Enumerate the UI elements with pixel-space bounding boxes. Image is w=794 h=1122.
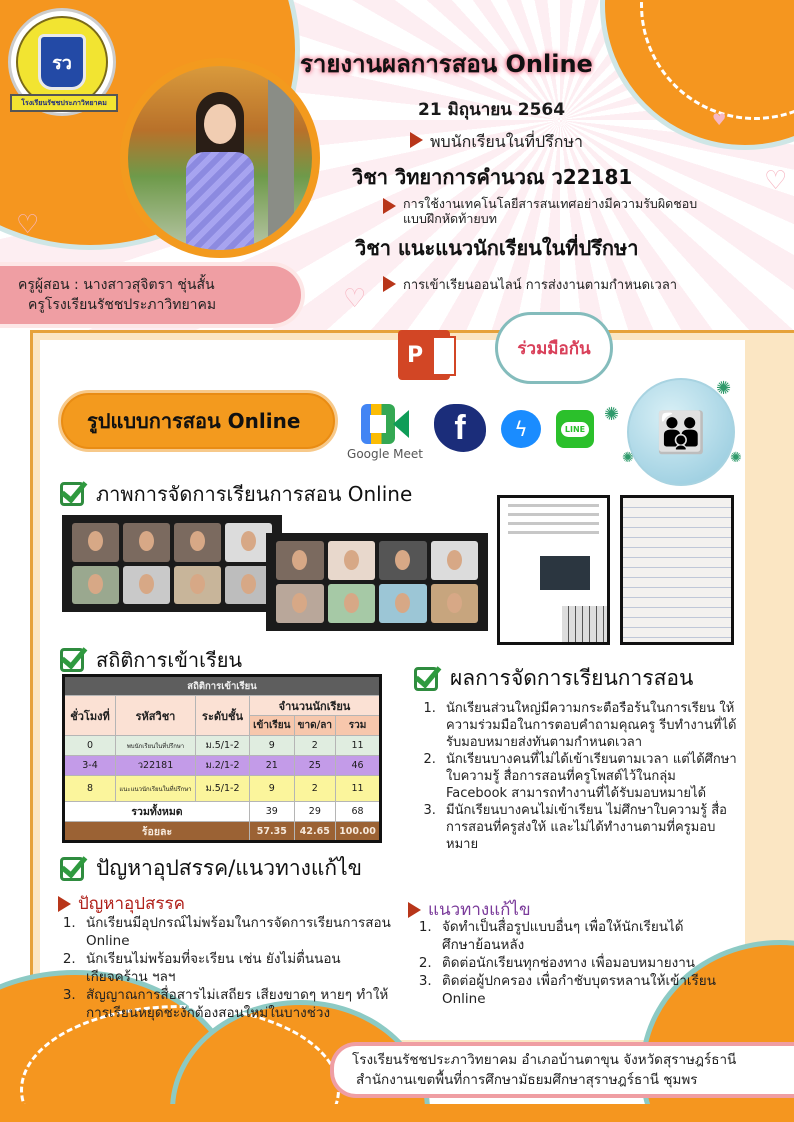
solutions-title: แนวทางแก้ไข: [428, 900, 531, 920]
subject1-title: วิชา วิทยาการคำนวณ ว22181: [352, 165, 633, 189]
percent-label: ร้อยละ: [64, 822, 250, 842]
cell-level: ม.2/1-2: [196, 756, 250, 776]
col-absent: ขาด/ลา: [294, 716, 335, 736]
problem-item: 1. นักเรียนมีอุปกรณ์ไม่พร้อมในการจัดการเรียนการสอน Online: [80, 914, 400, 950]
video-tile: [328, 541, 376, 580]
cell-absent: 2: [294, 736, 335, 756]
subject2-title: วิชา แนะแนวนักเรียนในที่ปรึกษา: [355, 236, 639, 260]
results-heading-text: ผลการจัดการเรียนการสอน: [450, 666, 694, 690]
problems-heading: [60, 852, 362, 885]
cell-hour: 3-4: [64, 756, 116, 776]
logo-banner: โรงเรียนรัชชประภาวิทยาคม: [10, 94, 118, 112]
col-code: รหัสวิชา: [116, 696, 196, 736]
logo-ring: [16, 16, 108, 108]
heart-icon: ♡: [764, 166, 788, 196]
problems-subheading: [58, 890, 185, 917]
solutions-list: [406, 918, 716, 1008]
video-tile: [431, 584, 479, 623]
cell-total: 11: [336, 776, 381, 802]
virus-icon: ✺: [604, 404, 620, 425]
online-class-screenshot-1: [62, 515, 282, 612]
col-level: ระดับชั้น: [196, 696, 250, 736]
powerpoint-letter: P: [407, 342, 424, 368]
cell-total: 46: [336, 756, 381, 776]
stats-heading: [60, 644, 242, 676]
photo-face: [204, 104, 236, 144]
teaching-format-pill: รูปแบบการสอน Online: [58, 390, 338, 452]
subject1-desc: [383, 196, 697, 226]
table-row: [64, 736, 381, 756]
cell-code: แนะแนวนักเรียนในที่ปรึกษา: [116, 776, 196, 802]
percent-total: 100.00: [336, 822, 381, 842]
cell-attend: 9: [250, 776, 295, 802]
online-class-screenshot-2: [266, 533, 488, 631]
cell-level: ม.5/1-2: [196, 776, 250, 802]
doc-laptop-image: [540, 556, 590, 590]
total-label: รวมทั้งหมด: [64, 802, 250, 822]
bottom-strip: [0, 1104, 794, 1122]
result-item: 3. มีนักเรียนบางคนไม่เข้าเรียน ไม่ศึกษาใบความรู้ สื่อการสอนที่ครูส่งให้ และไม่ได้ทำงานตามที่ครูมอบหมาย: [440, 802, 740, 853]
teacher-banner: [0, 262, 305, 328]
cloud-label: ร่วมมือกัน: [517, 338, 591, 359]
advisory-item-text: พบนักเรียนในที่ปรึกษา: [430, 132, 583, 151]
cell-total: 11: [336, 736, 381, 756]
cell-attend: 21: [250, 756, 295, 776]
cooperation-cloud: [495, 312, 613, 384]
subject2-desc-text: การเข้าเรียนออนไลน์ การส่งงานตามกำหนดเวลา: [403, 278, 678, 293]
school-address-footer: [330, 1042, 794, 1098]
problems-list: [50, 914, 400, 1022]
results-heading: [414, 662, 693, 695]
cell-code: ว22181: [116, 756, 196, 776]
checkbox-icon: [60, 482, 84, 506]
problem-item: 2. นักเรียนไม่พร้อมที่จะเรียน เช่น ยังไม่ตื่นนอน เกียจคร้าน ฯลฯ: [80, 950, 400, 986]
cell-level: ม.5/1-2: [196, 736, 250, 756]
doc-line: [508, 531, 599, 534]
video-tile: [328, 584, 376, 623]
table-title: สถิติการเข้าเรียน: [64, 676, 381, 696]
stats-heading-text: สถิติการเข้าเรียน: [96, 648, 243, 672]
school-logo: [8, 8, 116, 116]
attendance-table: [62, 674, 382, 843]
google-meet-label: Google Meet: [347, 447, 423, 461]
cell-code: พบนักเรียนในที่ปรึกษา: [116, 736, 196, 756]
teacher-photo-image: [128, 66, 312, 250]
col-hour: ชั่วโมงที่: [64, 696, 116, 736]
triangle-bullet-icon: [383, 276, 396, 292]
footer-line1: โรงเรียนรัชชประภาวิทยาคม อำเภอบ้านตาขุน จังหวัดสุราษฎร์ธานี: [352, 1052, 737, 1068]
report-date: 21 มิถุนายน 2564: [418, 100, 566, 120]
col-students: จำนวนนักเรียน: [250, 696, 381, 716]
video-tile: [276, 584, 324, 623]
percent-attend: 57.35: [250, 822, 295, 842]
photos-heading-text: ภาพการจัดการเรียนการสอน Online: [96, 482, 413, 506]
video-tile: [225, 523, 272, 562]
powerpoint-icon: [398, 330, 450, 380]
subject1-desc-text: [403, 196, 697, 226]
teacher-name: ครูผู้สอน : นางสาวสุจิตรา ชุ่นสั้น: [18, 277, 215, 293]
cell-hour: 0: [64, 736, 116, 756]
cell-attend: 9: [250, 736, 295, 756]
virus-icon: ✺: [716, 378, 732, 399]
heart-icon: ♡: [343, 284, 367, 314]
video-tile: [276, 541, 324, 580]
virus-icon: ✺: [730, 450, 742, 466]
doc-line: [508, 513, 599, 516]
problems-title: ปัญหาอุปสรรค: [78, 894, 186, 914]
video-tile: [123, 523, 170, 562]
triangle-bullet-icon: [408, 902, 421, 918]
table-percent-row: [64, 822, 381, 842]
subject2-desc: [383, 274, 677, 295]
teacher-photo: [120, 58, 320, 258]
heart-icon: ♡: [16, 210, 40, 240]
subject1-desc-line1: การใช้งานเทคโนโลยีสารสนเทศอย่างมีความรับผิดชอบ: [403, 196, 698, 211]
cell-absent: 25: [294, 756, 335, 776]
table-row: [64, 756, 381, 776]
doc-line: [508, 504, 599, 507]
triangle-bullet-icon: [383, 198, 396, 214]
result-item: 1. นักเรียนส่วนใหญ่มีความกระตือรือร้นในการเรียน ให้ความร่วมมือในการตอบคำถามคุณครู รีบทำงานที่ได้รับมอบหมายส่งทันตามกำหนดเวลา: [440, 700, 740, 751]
video-tile: [431, 541, 479, 580]
teacher-school: ครูโรงเรียนรัชชประภาวิทยาคม: [28, 297, 217, 313]
doc-keyboard-image: [562, 606, 610, 644]
triangle-bullet-icon: [410, 132, 423, 148]
google-meet-camera: [361, 404, 409, 444]
photo-tree: [268, 76, 294, 250]
result-item: 2. นักเรียนบางคนที่ไม่ได้เข้าเรียนตามเวลา แต่ได้ศึกษาใบความรู้ สื่อการสอนที่ครูโพสต์ไว้ในกลุ่ม Facebook สามารถทำงานที่ได้รับมอบหมายได้: [440, 751, 740, 802]
google-meet-icon: [345, 404, 425, 461]
video-tile: [174, 523, 221, 562]
photos-heading: [60, 478, 412, 510]
advisory-item: [410, 130, 583, 155]
messenger-icon: ϟ: [501, 410, 541, 448]
doc-line: [508, 522, 599, 525]
logo-emblem: รว: [38, 34, 86, 90]
total-absent: 29: [294, 802, 335, 822]
video-tile: [379, 541, 427, 580]
cell-hour: 8: [64, 776, 116, 802]
col-attend: เข้าเรียน: [250, 716, 295, 736]
total-attend: 39: [250, 802, 295, 822]
footer-line2: สำนักงานเขตพื้นที่การศึกษามัธยมศึกษาสุราษฎร์ธานี ชุมพร: [356, 1072, 698, 1088]
photo-person: [186, 92, 254, 250]
checkbox-icon: [414, 667, 438, 691]
video-tile: [225, 566, 272, 605]
checkbox-icon: [60, 648, 84, 672]
worksheet-photo: [497, 495, 610, 645]
video-tile: [72, 523, 119, 562]
triangle-bullet-icon: [58, 896, 71, 912]
line-label: LINE: [561, 422, 589, 437]
video-tile: [123, 566, 170, 605]
family-mask-illustration: 👪: [627, 378, 735, 486]
video-tile: [72, 566, 119, 605]
meet-square: [361, 404, 395, 444]
problems-heading-text: ปัญหาอุปสรรค/แนวทางแก้ไข: [96, 856, 363, 880]
problem-item: 3. สัญญาณการสื่อสารไม่เสถียร เสียงขาดๆ หายๆ ทำให้การเรียนหยุดชะงักต้องสอนใหม่ในบางช่วง: [80, 986, 400, 1022]
results-list: [410, 700, 740, 853]
heart-icon: ♥: [712, 110, 727, 129]
percent-absent: 42.65: [294, 822, 335, 842]
checkbox-icon: [60, 857, 84, 881]
table-total-row: [64, 802, 381, 822]
meet-lens: [393, 410, 409, 438]
total-total: 68: [336, 802, 381, 822]
line-icon: [556, 410, 594, 448]
cell-absent: 2: [294, 776, 335, 802]
handwritten-notebook-photo: [620, 495, 734, 645]
video-tile: [174, 566, 221, 605]
page-title: รายงานผลการสอน Online: [300, 50, 593, 78]
photo-dress: [186, 152, 254, 250]
virus-icon: ✺: [622, 450, 634, 466]
table-row: [64, 776, 381, 802]
solution-item: 2. ติดต่อนักเรียนทุกช่องทาง เพื่อมอบหมายงาน: [436, 954, 716, 972]
col-total: รวม: [336, 716, 381, 736]
video-tile: [379, 584, 427, 623]
solution-item: 1. จัดทำเป็นสื่อรูปแบบอื่นๆ เพื่อให้นักเรียนได้ศึกษาย้อนหลัง: [436, 918, 716, 954]
facebook-letter: f: [454, 408, 466, 447]
solution-item: 3. ติดต่อผู้ปกครอง เพื่อกำชับบุตรหลานให้เข้าเรียน Online: [436, 972, 716, 1008]
subject1-desc-line2: แบบฝึกหัดท้ายบท: [403, 211, 497, 226]
